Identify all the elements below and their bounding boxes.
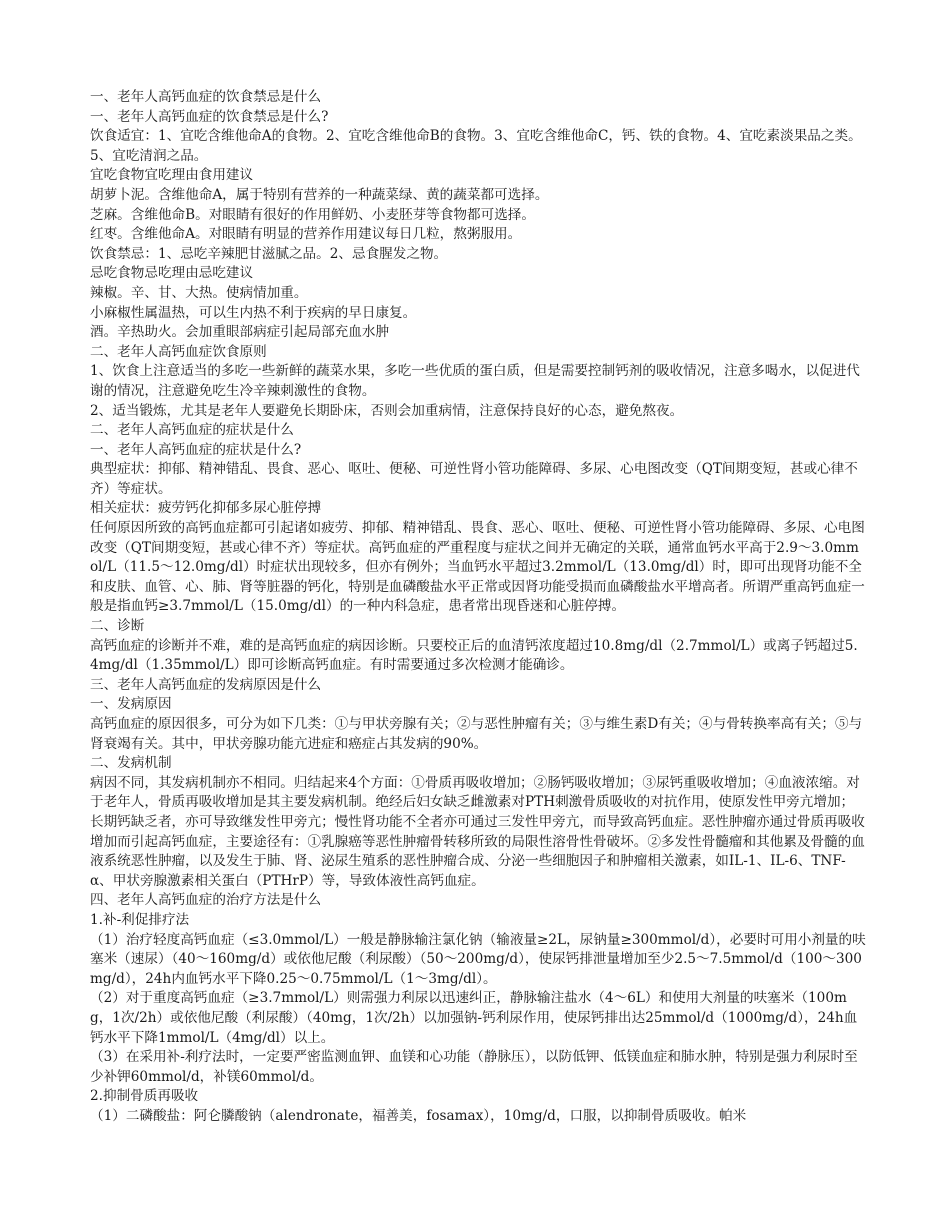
paragraph: 一、发病原因 — [90, 696, 172, 713]
paragraph: 高钙血症的原因很多，可分为如下几类：①与甲状旁腺有关；②与恶性肿瘤有关；③与维生素D有关；④与骨转换率高有关；⑤与肾衰竭有关。其中，甲状旁腺功能亢进症和癌症占其发病的90%。 — [90, 716, 863, 752]
paragraph: 酒。辛热助火。会加重眼部病症引起局部充血水肿 — [90, 324, 390, 341]
paragraph: 任何原因所致的高钙血症都可引起诸如疲劳、抑郁、精神错乱、畏食、恶心、呕吐、便秘、可逆性肾小管功能障碍、多尿、心电图改变（QT间期变短，甚或心律不齐）等症状。高钙血症的严重程度与症状之间并无确定的关联，通常血钙水平高于2.9～3.0mmol/L（11.5～12.0mg/dl）时症状出现较多，但亦有例外；当血钙水平超过3.2mmol/L（13.0mg/dl）时，即可出现肾功能不全和皮肤、血管、心、肺、肾等脏器的钙化，特别是血磷酸盐水平正常或因肾功能受损而血磷酸盐水平增高者。所谓严重高钙血症一般是指血钙≥3.7mmol/L（15.0mg/dl）的一种内科急症，患者常出现昏迷和心脏停搏。 — [90, 520, 865, 615]
paragraph: （2）对于重度高钙血症（≥3.7mmol/L）则需强力利尿以迅速纠正，静脉输注盐水（4～6L）和使用大剂量的呋塞米（100mg，1次/2h）或依他尼酸（利尿酸）（40mg，1次/2h）以加强钠-钙利尿作用，使尿钙排出达25mmol/d（1000mg/d），24h血钙水平下降1mmol/L（4mg/dl）以上。 — [90, 990, 858, 1046]
paragraph: 1、饮食上注意适当的多吃一些新鲜的蔬菜水果，多吃一些优质的蛋白质，但是需要控制钙剂的吸收情况，注意多喝水，以促进代谢的情况，注意避免吃生冷辛辣刺激性的食物。 — [90, 363, 860, 399]
paragraph: 红枣。含维他命A。对眼睛有明显的营养作用建议每日几粒，熬粥服用。 — [90, 226, 522, 243]
paragraph: （3）在采用补-利疗法时，一定要严密监测血钾、血镁和心功能（静脉压），以防低钾、低镁血症和肺水肿，特别是强力利尿时至少补钾60mmol/d，补镁60mmol/d。 — [90, 1049, 858, 1085]
paragraph: 二、诊断 — [90, 618, 145, 635]
paragraph: 二、老年人高钙血症饮食原则 — [90, 343, 267, 360]
paragraph: 忌吃食物忌吃理由忌吃建议 — [90, 265, 254, 282]
paragraph: 一、老年人高钙血症的饮食禁忌是什么? — [90, 108, 329, 125]
paragraph: 三、老年人高钙血症的发病原因是什么 — [90, 676, 322, 693]
paragraph: 饮食禁忌：1、忌吃辛辣肥甘滋腻之品。2、忌食腥发之物。 — [90, 245, 448, 262]
paragraph: 病因不同，其发病机制亦不相同。归结起来4个方面：①骨质再吸收增加；②肠钙吸收增加；③尿钙重吸收增加；④血液浓缩。对于老年人，骨质再吸收增加是其主要发病机制。绝经后妇女缺乏雌激素对PTH刺激骨质吸收的对抗作用，使原发性甲旁亢增加；长期钙缺乏者，亦可导致继发性甲旁亢；慢性肾功能不全者亦可通过三发性甲旁亢，而导致高钙血症。恶性肿瘤亦通过骨质再吸收增加而引起高钙血症，主要途径有：①乳腺癌等恶性肿瘤骨转移所致的局限性溶骨性骨破坏。②多发性骨髓瘤和其他累及骨髓的血液系统恶性肿瘤，以及发生于肺、肾、泌尿生殖系的恶性肿瘤合成、分泌一些细胞因子和肿瘤相关激素，如IL-1、IL-6、TNF-α、甲状旁腺激素相关蛋白（PTHrP）等，导致体液性高钙血症。 — [90, 774, 865, 889]
paragraph: 一、老年人高钙血症的饮食禁忌是什么 — [90, 89, 322, 105]
paragraph: （1）治疗轻度高钙血症（≤3.0mmol/L）一般是静脉输注氯化钠（输液量≥2L，尿钠量≥300mmol/d），必要时可用小剂量的呋塞米（速尿）（40～160mg/d）或依他尼酸（利尿酸）（50～200mg/d），使尿钙排泄量增加至少2.5～7.5mmol/d（100～300mg/d），24h内血钙水平下降0.25～0.75mmol/L（1～3mg/dl）。 — [90, 931, 866, 987]
paragraph: 一、老年人高钙血症的症状是什么? — [90, 441, 302, 458]
paragraph: （1）二磷酸盐：阿仑膦酸钠（alendronate，福善美，fosamax），10mg/d，口服，以抑制骨质吸收。帕米 — [90, 1107, 747, 1124]
paragraph: 二、发病机制 — [90, 755, 172, 772]
paragraph: 2、适当锻炼，尤其是老年人要避免长期卧床，否则会加重病情，注意保持良好的心态，避免熬夜。 — [90, 402, 684, 419]
paragraph: 小麻椒性属温热，可以生内热不利于疾病的早日康复。 — [90, 304, 417, 321]
paragraph: 胡萝卜泥。含维他命A，属于特别有营养的一种蔬菜绿、黄的蔬菜都可选择。 — [90, 186, 549, 203]
paragraph: 四、老年人高钙血症的治疗方法是什么 — [90, 892, 322, 909]
paragraph: 芝麻。含维他命B。对眼睛有很好的作用鲜奶、小麦胚芽等食物都可选择。 — [90, 206, 535, 223]
paragraph: 饮食适宜：1、宜吃含维他命A的食物。2、宜吃含维他命B的食物。3、宜吃含维他命C，钙、铁的食物。4、宜吃素淡果品之类。5、宜吃清润之品。 — [90, 128, 862, 164]
paragraph: 高钙血症的诊断并不难，难的是高钙血症的病因诊断。只要校正后的血清钙浓度超过10.8mg/dl（2.7mmol/L）或离子钙超过5.4mg/dl（1.35mmol/L）即可诊断高钙血症。有时需要通过多次检测才能确诊。 — [90, 637, 858, 674]
paragraph: 宜吃食物宜吃理由食用建议 — [90, 167, 254, 184]
paragraph: 相关症状：疲劳钙化抑郁多尿心脏停搏 — [90, 500, 322, 517]
paragraph: 2.抑制骨质再吸收 — [90, 1088, 199, 1105]
paragraph: 二、老年人高钙血症的症状是什么 — [90, 422, 294, 439]
paragraph: 1.补-利促排疗法 — [90, 911, 190, 928]
paragraph: 辣椒。辛、甘、大热。使病情加重。 — [90, 284, 308, 301]
paragraph: 典型症状：抑郁、精神错乱、畏食、恶心、呕吐、便秘、可逆性肾小管功能障碍、多尿、心电图改变（QT间期变短，甚或心律不齐）等症状。 — [90, 461, 858, 497]
